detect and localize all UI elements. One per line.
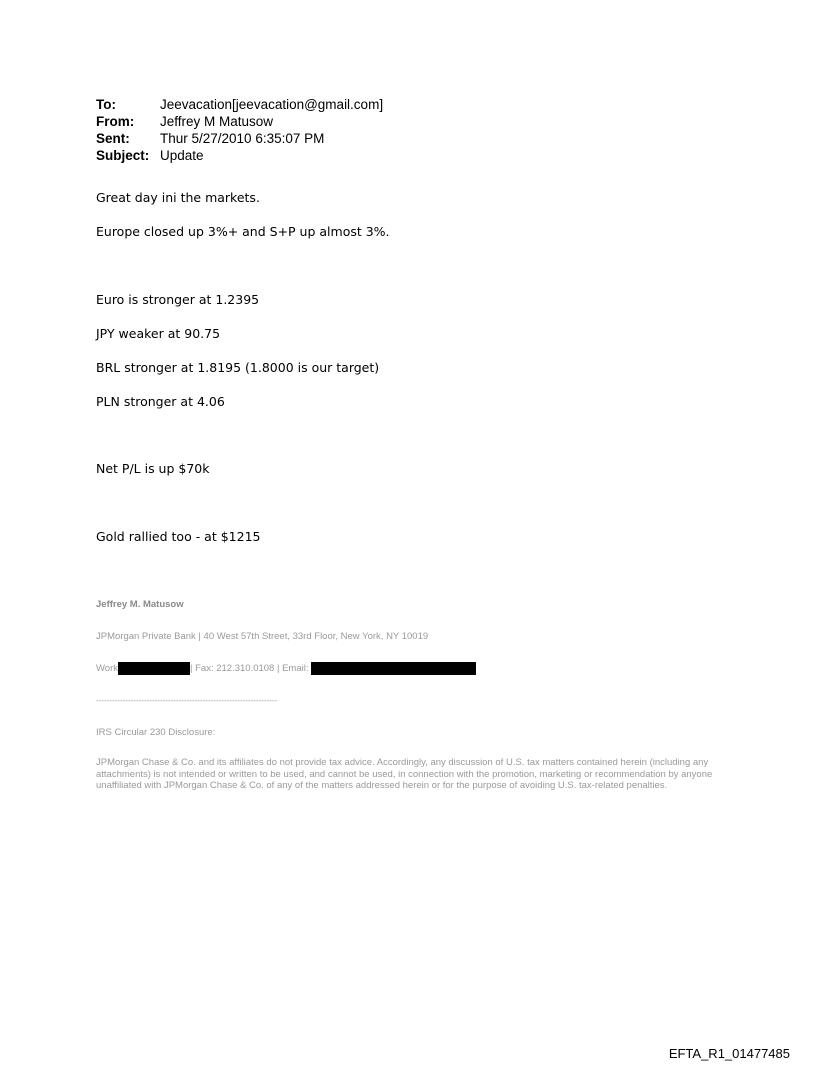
fax-text: | Fax: 212.310.0108 | Email: (190, 663, 309, 675)
body-line-6: PLN stronger at 4.06 (96, 394, 225, 409)
sent-label: Sent: (96, 131, 130, 146)
sent-value: Thur 5/27/2010 6:35:07 PM (160, 131, 325, 146)
disclosure-text: JPMorgan Chase & Co. and its affiliates do not provide tax advice. Accordingly, any discussion of U.S. tax matters contained herein (including any attachments) is not intended or written to be used, and cannot be used, in connection with the promotion, marketing or recommendation by anyone unaffiliated with JPMorgan Chase & Co. of any of the matters addressed herein or for the purpose of avoiding U.S. tax-related penalties. (96, 757, 713, 791)
subject-label: Subject: (96, 148, 150, 163)
work-label: Work (96, 663, 118, 675)
body-line-3: Euro is stronger at 1.2395 (96, 292, 260, 307)
body-line-1: Great day ini the markets. (96, 190, 260, 205)
sent-row (96, 130, 383, 147)
subject-value: Update (160, 148, 204, 163)
body-line-8: Gold rallied too - at $1215 (96, 529, 261, 544)
signature-contact (96, 662, 476, 675)
disclosure-title: IRS Circular 230 Disclosure: (96, 727, 216, 738)
body-line-5: BRL stronger at 1.8195 (1.8000 is our target) (96, 360, 380, 375)
redaction-email (311, 662, 476, 675)
to-label: To: (96, 97, 116, 112)
signature-name: Jeffrey M. Matusow (96, 599, 184, 610)
body-line-2: Europe closed up 3%+ and S+P up almost 3%. (96, 224, 390, 239)
email-header (96, 96, 383, 164)
body-line-4: JPY weaker at 90.75 (96, 326, 221, 341)
redaction-work-phone (118, 662, 190, 675)
from-value: Jeffrey M Matusow (160, 114, 274, 129)
body-line-7: Net P/L is up $70k (96, 461, 210, 476)
document-id: EFTA_R1_01477485 (668, 1046, 790, 1061)
signature-address: JPMorgan Private Bank | 40 West 57th Street, 33rd Floor, New York, NY 10019 (96, 631, 429, 642)
from-label: From: (96, 114, 135, 129)
from-row (96, 113, 383, 130)
signature-divider: -------------------------------------------------------------------- (96, 696, 278, 705)
subject-row (96, 147, 383, 164)
to-value: Jeevacation[jeevacation@gmail.com] (160, 97, 384, 112)
to-row (96, 96, 383, 113)
